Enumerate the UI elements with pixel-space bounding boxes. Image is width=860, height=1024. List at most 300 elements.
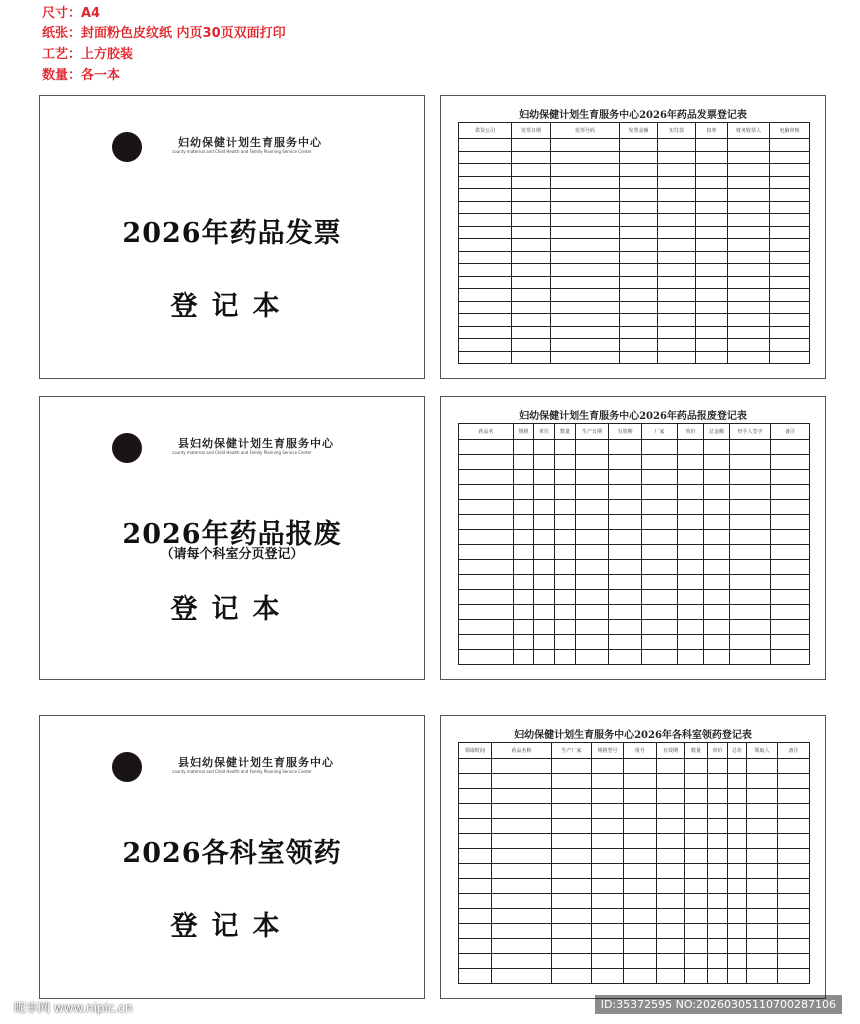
- table-cell: [730, 650, 771, 665]
- table-cell: [459, 774, 492, 789]
- cover-title: 2026各科室领药: [122, 838, 342, 869]
- table-cell: [704, 440, 730, 455]
- column-header: 药品名: [459, 424, 514, 440]
- table-cell: [658, 289, 696, 302]
- table-cell: [551, 164, 620, 177]
- table-cell: [696, 339, 728, 352]
- table-row: [459, 545, 810, 560]
- table-cell: [609, 650, 642, 665]
- table-cell: [770, 264, 810, 277]
- table-cell: [728, 339, 770, 352]
- table-cell: [492, 774, 552, 789]
- table-cell: [708, 774, 728, 789]
- table-cell: [728, 864, 747, 879]
- table-row: [459, 264, 810, 277]
- table-cell: [747, 849, 778, 864]
- table-cell: [704, 470, 730, 485]
- column-header: 扣率: [696, 123, 728, 139]
- table-cell: [728, 326, 770, 339]
- column-header: 有效期: [657, 743, 685, 759]
- table-cell: [728, 164, 770, 177]
- table-cell: [551, 314, 620, 327]
- table-cell: [555, 590, 576, 605]
- table-cell: [678, 545, 704, 560]
- table-cell: [592, 864, 624, 879]
- table-cell: [770, 239, 810, 252]
- table-cell: [728, 954, 747, 969]
- org-name-en: county maternal and Child Health and Family Planning Service Center: [172, 450, 312, 455]
- table-row: [459, 251, 810, 264]
- table-cell: [685, 804, 708, 819]
- table-cell: [624, 789, 657, 804]
- table-cell: [624, 804, 657, 819]
- table-cell: [685, 909, 708, 924]
- cover-page-2: [39, 396, 425, 680]
- table-cell: [555, 530, 576, 545]
- table-cell: [658, 326, 696, 339]
- table-cell: [534, 455, 555, 470]
- table-row: [459, 339, 810, 352]
- table-cell: [657, 924, 685, 939]
- table-cell: [730, 605, 771, 620]
- column-header: 有效期: [609, 424, 642, 440]
- column-header: 发票金额: [620, 123, 658, 139]
- table-cell: [642, 635, 678, 650]
- table-cell: [624, 849, 657, 864]
- table-cell: [624, 954, 657, 969]
- table-cell: [576, 485, 609, 500]
- table-cell: [658, 301, 696, 314]
- table-cell: [658, 251, 696, 264]
- column-header: 批号: [624, 743, 657, 759]
- table-cell: [728, 774, 747, 789]
- table-cell: [620, 264, 658, 277]
- table-cell: [576, 470, 609, 485]
- table-cell: [658, 239, 696, 252]
- table-cell: [747, 789, 778, 804]
- table-cell: [708, 789, 728, 804]
- table-cell: [551, 214, 620, 227]
- table-cell: [778, 804, 810, 819]
- table-cell: [747, 864, 778, 879]
- table-cell: [514, 455, 534, 470]
- table-cell: [728, 251, 770, 264]
- table-cell: [770, 151, 810, 164]
- table-cell: [778, 759, 810, 774]
- table-cell: [696, 289, 728, 302]
- table-cell: [512, 289, 551, 302]
- table-cell: [534, 515, 555, 530]
- spec-quantity: 数量：各一本: [42, 68, 121, 83]
- table-row: [459, 909, 810, 924]
- table-row: [459, 590, 810, 605]
- table-cell: [552, 789, 592, 804]
- table-cell: [747, 969, 778, 984]
- table-cell: [657, 969, 685, 984]
- table-row: [459, 500, 810, 515]
- table-row: [459, 301, 810, 314]
- org-name-en: county maternal and Child Health and Family Planning Service Center: [172, 769, 312, 774]
- table-cell: [728, 289, 770, 302]
- table-cell: [778, 864, 810, 879]
- table-cell: [576, 575, 609, 590]
- table-cell: [696, 239, 728, 252]
- table-cell: [696, 226, 728, 239]
- register-table: [458, 122, 810, 364]
- table-cell: [704, 485, 730, 500]
- table-cell: [728, 314, 770, 327]
- table-cell: [624, 909, 657, 924]
- table-cell: [620, 176, 658, 189]
- table-cell: [512, 326, 551, 339]
- table-cell: [704, 560, 730, 575]
- table-cell: [624, 834, 657, 849]
- table-cell: [620, 164, 658, 177]
- table-cell: [552, 924, 592, 939]
- table-cell: [685, 819, 708, 834]
- logo-icon: [112, 752, 142, 782]
- table-cell: [609, 620, 642, 635]
- table-cell: [728, 819, 747, 834]
- table-cell: [555, 440, 576, 455]
- table-row: [459, 939, 810, 954]
- table-cell: [728, 301, 770, 314]
- table-cell: [514, 575, 534, 590]
- table-cell: [459, 455, 514, 470]
- table-cell: [730, 500, 771, 515]
- table-cell: [551, 151, 620, 164]
- table-cell: [730, 530, 771, 545]
- table-cell: [704, 500, 730, 515]
- column-header: 电脑审核: [770, 123, 810, 139]
- table-cell: [609, 470, 642, 485]
- table-cell: [576, 650, 609, 665]
- table-cell: [459, 485, 514, 500]
- table-cell: [728, 189, 770, 202]
- table-cell: [492, 819, 552, 834]
- table-cell: [620, 339, 658, 352]
- table-cell: [728, 226, 770, 239]
- table-cell: [770, 314, 810, 327]
- table-row: [459, 164, 810, 177]
- table-cell: [459, 560, 514, 575]
- table-cell: [514, 530, 534, 545]
- table-cell: [771, 455, 810, 470]
- table-cell: [459, 954, 492, 969]
- table-cell: [770, 351, 810, 364]
- table-cell: [552, 864, 592, 879]
- table-cell: [576, 620, 609, 635]
- table-cell: [552, 954, 592, 969]
- table-cell: [657, 789, 685, 804]
- table-cell: [624, 864, 657, 879]
- table-cell: [708, 954, 728, 969]
- table-cell: [512, 314, 551, 327]
- watermark-site: 昵享网 www.nipic.cn: [14, 1001, 133, 1015]
- table-cell: [512, 139, 551, 152]
- table-cell: [657, 864, 685, 879]
- table-cell: [459, 804, 492, 819]
- table-cell: [620, 139, 658, 152]
- org-name-en: county maternal and Child Health and Family Planning Service Center: [172, 149, 312, 154]
- table-cell: [534, 500, 555, 515]
- spec-size: 尺寸：A4: [42, 6, 101, 21]
- table-cell: [642, 590, 678, 605]
- table-cell: [778, 969, 810, 984]
- table-cell: [708, 894, 728, 909]
- table-cell: [678, 515, 704, 530]
- table-cell: [747, 894, 778, 909]
- table-cell: [459, 500, 514, 515]
- table-cell: [620, 226, 658, 239]
- cover-title: 2026年药品报废: [122, 519, 342, 550]
- table-cell: [459, 650, 514, 665]
- table-cell: [685, 774, 708, 789]
- table-cell: [609, 635, 642, 650]
- table-row: [459, 804, 810, 819]
- table-cell: [592, 924, 624, 939]
- table-cell: [609, 590, 642, 605]
- table-row: [459, 774, 810, 789]
- table-cell: [459, 276, 512, 289]
- table-cell: [592, 939, 624, 954]
- table-cell: [696, 164, 728, 177]
- table-cell: [492, 894, 552, 909]
- table-cell: [728, 176, 770, 189]
- table-cell: [771, 575, 810, 590]
- table-cell: [778, 849, 810, 864]
- table-cell: [771, 440, 810, 455]
- table-cell: [678, 530, 704, 545]
- table-row: [459, 201, 810, 214]
- table-cell: [685, 894, 708, 909]
- table-cell: [708, 804, 728, 819]
- table-cell: [678, 635, 704, 650]
- table-cell: [685, 849, 708, 864]
- column-header: 单价: [708, 743, 728, 759]
- table-cell: [771, 530, 810, 545]
- table-cell: [708, 819, 728, 834]
- table-cell: [555, 575, 576, 590]
- table-cell: [728, 759, 747, 774]
- table-cell: [459, 339, 512, 352]
- table-cell: [555, 560, 576, 575]
- table-cell: [514, 620, 534, 635]
- table-cell: [658, 351, 696, 364]
- table-cell: [778, 894, 810, 909]
- table-cell: [514, 560, 534, 575]
- table-cell: [696, 251, 728, 264]
- table-cell: [778, 819, 810, 834]
- table-cell: [696, 151, 728, 164]
- cover-page-3: [39, 715, 425, 999]
- column-header: 备注: [771, 424, 810, 440]
- table-cell: [728, 351, 770, 364]
- column-header: 药品名称: [492, 743, 552, 759]
- table-cell: [492, 879, 552, 894]
- table-row: [459, 276, 810, 289]
- table-cell: [592, 879, 624, 894]
- table-cell: [708, 849, 728, 864]
- table-cell: [685, 879, 708, 894]
- table-row: [459, 314, 810, 327]
- table-cell: [459, 226, 512, 239]
- table-cell: [576, 515, 609, 530]
- table-cell: [459, 515, 514, 530]
- table-cell: [552, 759, 592, 774]
- table-cell: [592, 969, 624, 984]
- table-cell: [514, 590, 534, 605]
- table-cell: [747, 879, 778, 894]
- table-cell: [696, 351, 728, 364]
- table-cell: [534, 650, 555, 665]
- table-cell: [770, 176, 810, 189]
- table-cell: [642, 485, 678, 500]
- table-cell: [642, 620, 678, 635]
- table-cell: [552, 804, 592, 819]
- table-cell: [620, 289, 658, 302]
- table-cell: [747, 909, 778, 924]
- table-cell: [459, 939, 492, 954]
- table-cell: [747, 954, 778, 969]
- table-cell: [708, 864, 728, 879]
- table-cell: [459, 301, 512, 314]
- table-cell: [747, 819, 778, 834]
- table-cell: [576, 605, 609, 620]
- table-cell: [658, 314, 696, 327]
- table-cell: [514, 440, 534, 455]
- column-header: 规格: [514, 424, 534, 440]
- table-cell: [459, 969, 492, 984]
- table-cell: [551, 276, 620, 289]
- table-cell: [534, 470, 555, 485]
- logo-icon: [112, 132, 142, 162]
- table-cell: [642, 560, 678, 575]
- table-cell: [551, 301, 620, 314]
- table-cell: [678, 590, 704, 605]
- table-cell: [771, 635, 810, 650]
- table-cell: [658, 201, 696, 214]
- table-cell: [657, 939, 685, 954]
- table-cell: [778, 834, 810, 849]
- table-cell: [459, 575, 514, 590]
- table-cell: [730, 440, 771, 455]
- table-cell: [778, 939, 810, 954]
- table-cell: [685, 969, 708, 984]
- table-cell: [551, 339, 620, 352]
- table-cell: [492, 969, 552, 984]
- table-row: [459, 455, 810, 470]
- table-cell: [459, 759, 492, 774]
- table-cell: [624, 924, 657, 939]
- table-cell: [747, 774, 778, 789]
- table-cell: [708, 909, 728, 924]
- table-cell: [657, 819, 685, 834]
- table-row: [459, 954, 810, 969]
- table-cell: [778, 774, 810, 789]
- table-cell: [514, 650, 534, 665]
- table-cell: [555, 515, 576, 530]
- table-cell: [555, 485, 576, 500]
- table-cell: [459, 440, 514, 455]
- table-cell: [642, 575, 678, 590]
- table-cell: [492, 864, 552, 879]
- table-cell: [555, 545, 576, 560]
- table-cell: [592, 789, 624, 804]
- table-cell: [730, 620, 771, 635]
- table-cell: [459, 164, 512, 177]
- table-cell: [551, 264, 620, 277]
- table-cell: [555, 635, 576, 650]
- table-row: [459, 289, 810, 302]
- table-cell: [534, 620, 555, 635]
- table-cell: [459, 635, 514, 650]
- table-row: [459, 530, 810, 545]
- table-cell: [678, 575, 704, 590]
- table-cell: [770, 164, 810, 177]
- table-cell: [552, 939, 592, 954]
- table-cell: [696, 276, 728, 289]
- table-cell: [678, 485, 704, 500]
- table-cell: [696, 189, 728, 202]
- table-cell: [770, 201, 810, 214]
- table-cell: [534, 635, 555, 650]
- table-cell: [620, 201, 658, 214]
- table-cell: [514, 485, 534, 500]
- table-cell: [658, 214, 696, 227]
- cover-title: 2026年药品发票: [122, 218, 342, 249]
- table-cell: [685, 789, 708, 804]
- table-cell: [551, 201, 620, 214]
- table-cell: [657, 849, 685, 864]
- table-cell: [492, 759, 552, 774]
- table-cell: [459, 620, 514, 635]
- table-cell: [552, 879, 592, 894]
- column-header: 发票日期: [512, 123, 551, 139]
- table-row: [459, 176, 810, 189]
- table-cell: [708, 759, 728, 774]
- table-cell: [514, 515, 534, 530]
- column-header: 发票号码: [551, 123, 620, 139]
- table-cell: [658, 151, 696, 164]
- form-title: 妇幼保健计划生育服务中心2026年药品报废登记表: [519, 411, 747, 422]
- table-cell: [514, 605, 534, 620]
- table-row: [459, 924, 810, 939]
- table-cell: [551, 326, 620, 339]
- table-cell: [657, 954, 685, 969]
- table-cell: [730, 515, 771, 530]
- table-cell: [704, 575, 730, 590]
- table-cell: [770, 189, 810, 202]
- table-cell: [609, 440, 642, 455]
- table-cell: [770, 276, 810, 289]
- table-cell: [620, 151, 658, 164]
- table-cell: [730, 575, 771, 590]
- table-cell: [657, 804, 685, 819]
- table-cell: [728, 834, 747, 849]
- table-cell: [459, 151, 512, 164]
- table-cell: [728, 214, 770, 227]
- table-cell: [459, 590, 514, 605]
- table-cell: [551, 239, 620, 252]
- table-cell: [609, 515, 642, 530]
- table-row: [459, 620, 810, 635]
- form-page-2: [440, 396, 826, 680]
- table-cell: [620, 189, 658, 202]
- table-cell: [492, 804, 552, 819]
- table-cell: [459, 789, 492, 804]
- table-cell: [678, 605, 704, 620]
